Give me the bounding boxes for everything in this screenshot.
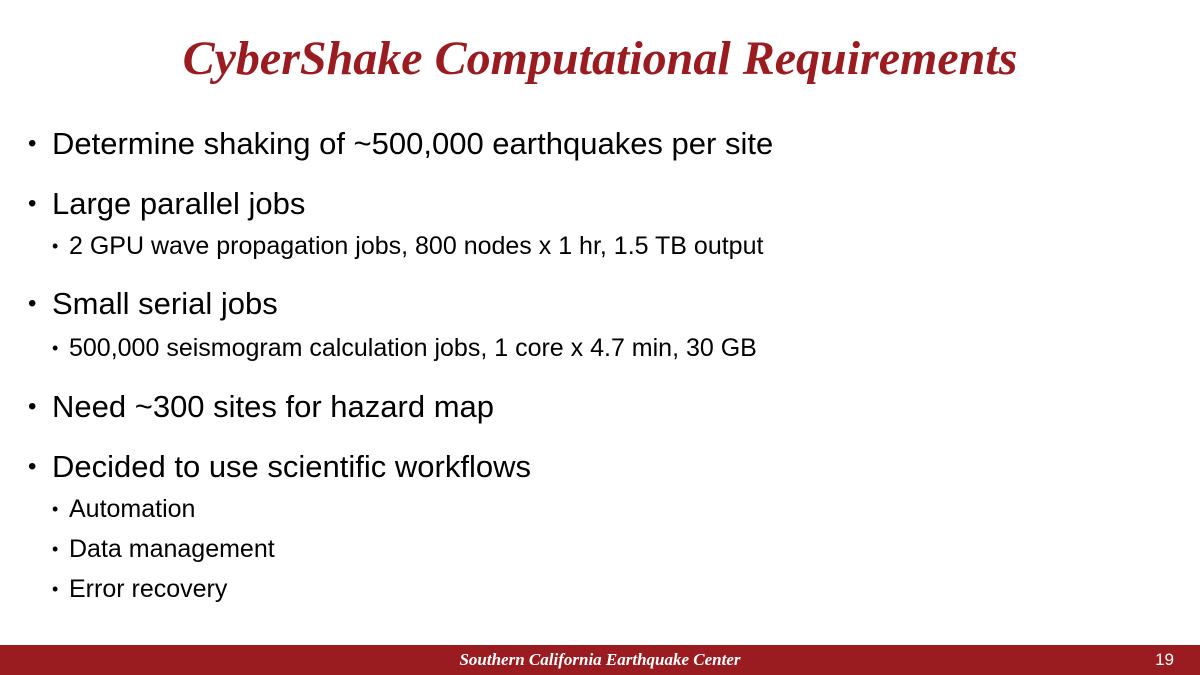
bullet-item bbox=[28, 186, 305, 222]
sub-bullet-item bbox=[52, 333, 757, 363]
sub-bullet-text: Automation bbox=[69, 495, 196, 523]
bullet-text: Need ~300 sites for hazard map bbox=[52, 389, 495, 424]
slide-title: CyberShake Computational Requirements bbox=[182, 32, 1018, 85]
bullet-dot-icon: • bbox=[28, 290, 37, 317]
bullet-dot-icon: • bbox=[52, 579, 59, 599]
bullet-item bbox=[28, 389, 494, 425]
bullet-text: Large parallel jobs bbox=[52, 186, 306, 221]
bullet-dot-icon: • bbox=[28, 453, 37, 480]
footer-organization: Southern California Earthquake Center bbox=[459, 650, 741, 669]
bullet-item bbox=[28, 286, 278, 322]
sub-bullet-item bbox=[52, 574, 227, 604]
bullet-item bbox=[28, 449, 531, 485]
bullet-text: Small serial jobs bbox=[52, 286, 278, 321]
bullet-text: Determine shaking of ~500,000 earthquakes per site bbox=[52, 126, 774, 161]
footer-bar bbox=[0, 645, 1200, 675]
bullet-dot-icon: • bbox=[52, 539, 59, 559]
sub-bullet-text: Data management bbox=[69, 535, 275, 563]
bullet-dot-icon: • bbox=[52, 338, 59, 358]
bullet-dot-icon: • bbox=[28, 190, 37, 217]
bullet-item bbox=[28, 126, 773, 162]
sub-bullet-text: 2 GPU wave propagation jobs, 800 nodes x 1 hr, 1.5 TB output bbox=[69, 232, 764, 260]
bullet-dot-icon: • bbox=[52, 236, 59, 256]
page-number: 19 bbox=[1155, 650, 1174, 669]
bullet-dot-icon: • bbox=[28, 130, 37, 157]
bullet-text: Decided to use scientific workflows bbox=[52, 449, 531, 484]
bullet-dot-icon: • bbox=[28, 393, 37, 420]
sub-bullet-text: Error recovery bbox=[69, 575, 228, 603]
sub-bullet-item bbox=[52, 494, 195, 524]
sub-bullet-text: 500,000 seismogram calculation jobs, 1 core x 4.7 min, 30 GB bbox=[69, 334, 757, 362]
sub-bullet-item bbox=[52, 534, 275, 564]
bullet-dot-icon: • bbox=[52, 499, 59, 519]
sub-bullet-item bbox=[52, 231, 763, 261]
